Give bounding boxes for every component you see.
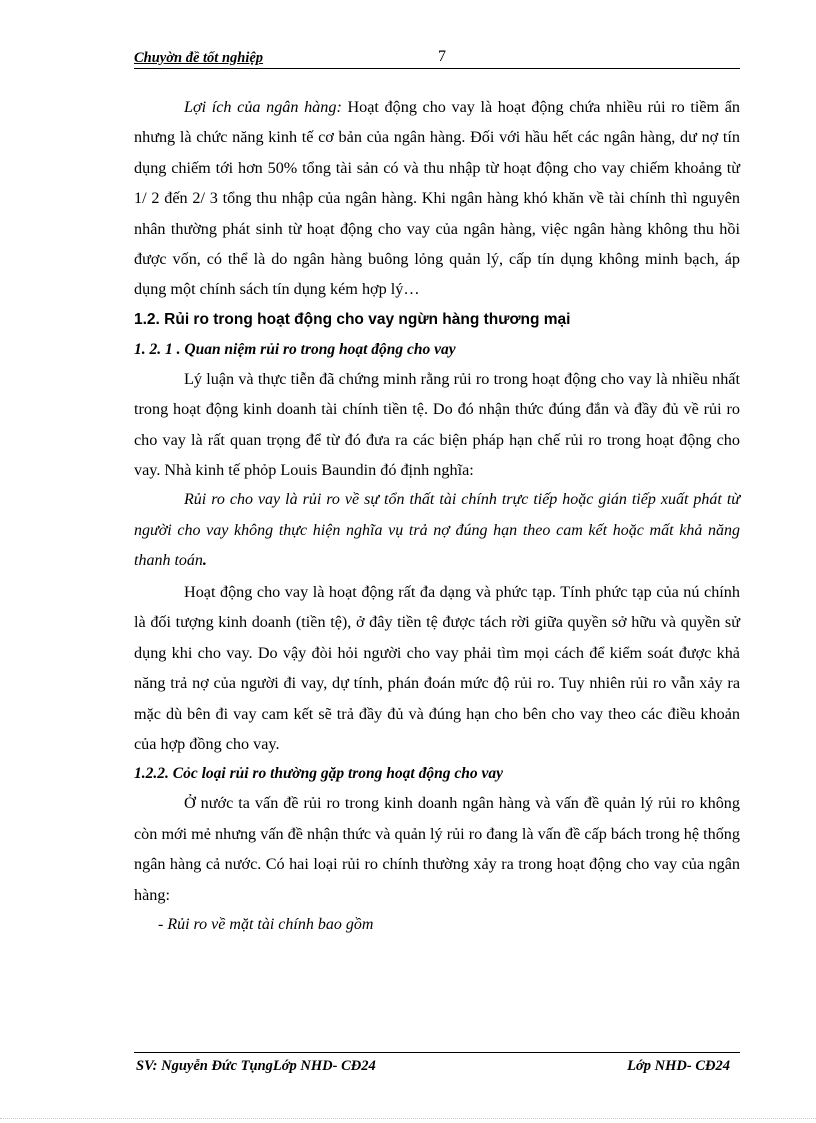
quote-text: Rủi ro cho vay là rủi ro về sự tổn thất tài chính trực tiếp hoặc gián tiếp xuất phát từ người cho vay không thực hiện nghĩa vụ trả nợ đúng hạn theo cam kết hoặc mất khả năng thanh toán [134,491,740,570]
paragraph-risk-types: Ở nước ta vấn đề rủi ro trong kinh doanh ngân hàng và vấn đề quản lý rủi ro không còn mới mẻ nhưng vấn đề nhận thức và quản lý rủi ro đang là vấn đề cấp bách trong hệ thống ngân hàng cả nước. Có hai loại rủi ro chính thường xảy ra trong hoạt động cho vay của ngân hàng: [134,794,740,904]
heading-1-2-1: 1. 2. 1 . Quan niệm rủi ro trong hoạt động cho vay [134,340,456,358]
benefits-lead: Lợi ích của ngân hàng: [184,98,342,116]
header-title: Chuyờn đề tốt nghiệp [134,50,264,66]
paragraph-risk-concept: Lý luận và thực tiễn đã chứng minh rằng rủi ro trong hoạt động cho vay là nhiều nhất trong hoạt động kinh doanh tài chính tiền tệ. Do đó nhận thức đúng đắn và đầy đủ về rủi ro cho vay là rất quan trọng để từ đó đưa ra các biện pháp hạn chế rủi ro trong hoạt động cho vay. Nhà kinh tế phỏp Louis Baundin đó định nghĩa: [134,369,740,480]
page-footer [134,1052,740,1075]
page-body [134,92,740,940]
benefits-text: Hoạt động cho vay là hoạt động chứa nhiều rủi ro tiềm ẩn nhưng là chức năng kinh tế cơ bản của ngân hàng. Đối với hầu hết các ngân hàng, dư nợ tín dụng chiếm tới hơn 50% tổng tài sản có và thu nhập từ hoạt động cho vay chiếm khoảng từ 1/ 2 đến 2/ 3 tổng thu nhập của ngân hàng. Khi ngân hàng khó khăn về tài chính thì nguyên nhân thường phát sinh từ hoạt động cho vay của ngân hàng, việc ngân hàng không thu hồi được vốn, có thể là do ngân hàng buông lỏng quản lý, cấp tín dụng không minh bạch, áp dụng một chính sách tín dụng kém hợp lý… [134,98,740,299]
bullet-financial-risk: - Rủi ro về mặt tài chính bao gồm [158,916,374,934]
page-header [134,48,740,69]
paragraph-complexity: Hoạt động cho vay là hoạt động rất đa dạng và phức tạp. Tính phức tạp của nú chính là đối tượng kinh doanh (tiền tệ), ở đây tiền tệ được tách rời giữa quyền sở hữu và quyền sử dụng khi cho vay. Do vậy đòi hỏi người cho vay phải tìm mọi cách để kiểm soát được khả năng trả nợ của người đi vay, dự tính, phán đoán mức độ rủi ro. Tuy nhiên rủi ro vẫn xảy ra mặc dù bên đi vay cam kết sẽ trả đầy đủ và đúng hạn cho bên cho vay theo các điều khoản của hợp đồng cho vay. [134,582,740,753]
risk-definition-quote [134,485,740,577]
page-number: 7 [438,48,446,65]
heading-1-2-2: 1.2.2. Cỏc loại rủi ro thường gặp trong hoạt động cho vay [134,765,503,783]
footer-student: SV: Nguyễn Đức TụngLớp NHD- CĐ24 [136,1058,376,1074]
quote-end: . [202,552,207,570]
page-bottom-divider [0,1118,816,1119]
heading-1-2: 1.2. Rủi ro trong hoạt động cho vay ngừn hàng thương mại [134,310,571,328]
footer-class: Lớp NHD- CĐ24 [627,1058,730,1074]
paragraph-benefits [134,92,740,305]
